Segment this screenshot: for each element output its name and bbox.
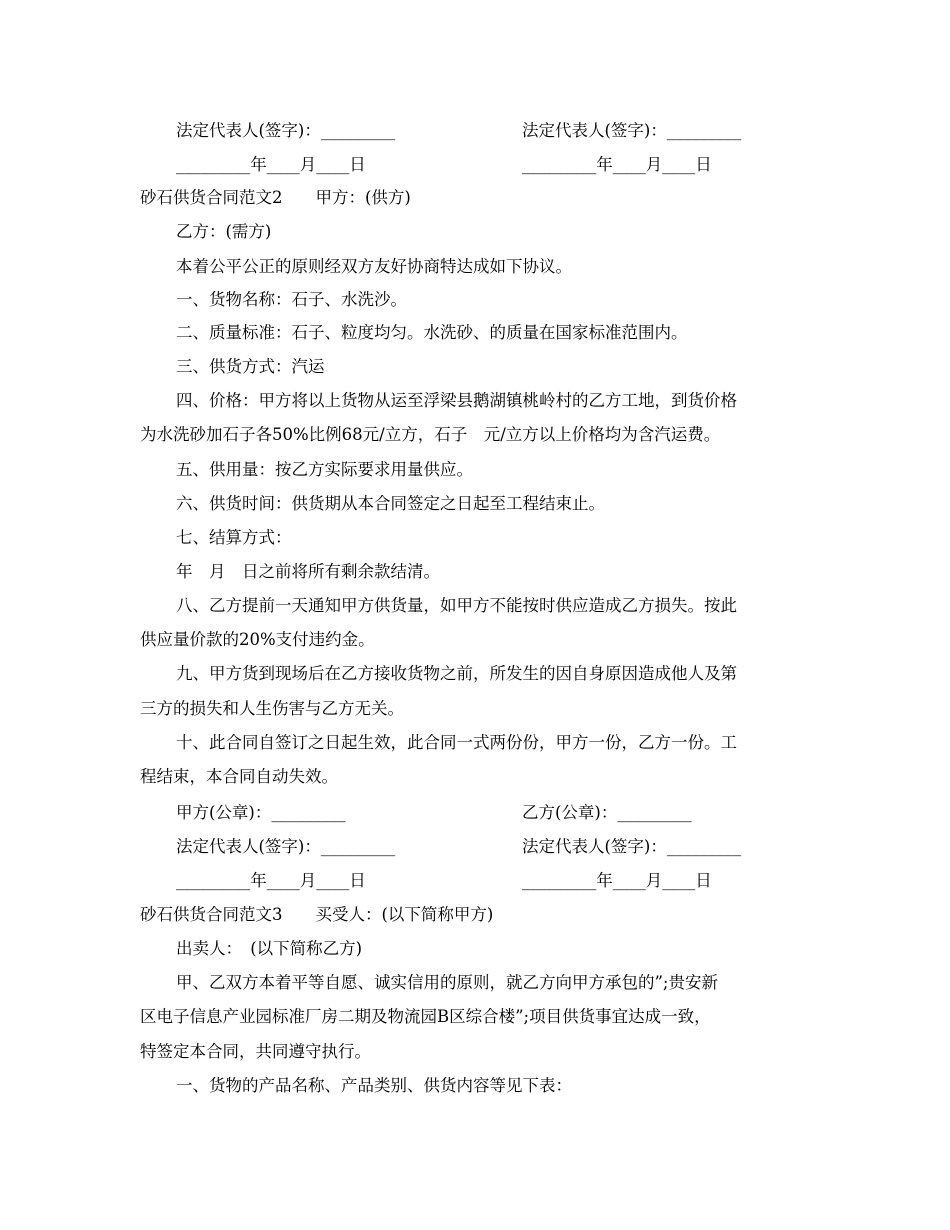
contract-2-clause-8-line-1: 八、乙方提前一天通知甲方供货量，如甲方不能按时供应造成乙方损失。按此 (176, 596, 737, 615)
contract-3-seller: 出卖人： (以下简称乙方) (176, 939, 363, 958)
contract-2-clause-1: 一、货物名称：石子、水洗沙。 (176, 290, 407, 309)
signature-date-right: _________年____月____日 (522, 155, 712, 174)
party-b-seal: 乙方(公章)：_________ (522, 803, 692, 822)
party-a-seal: 甲方(公章)：_________ (176, 803, 346, 822)
contract-2-clause-9-line-2: 三方的损失和人生伤害与乙方无关。 (140, 699, 404, 718)
contract-2-clause-8-line-2: 供应量价款的20%支付违约金。 (140, 630, 375, 649)
signature-date-left: _________年____月____日 (176, 155, 366, 174)
contract-2-clause-6: 六、供货时间：供货期从本合同签定之日起至工程结束止。 (176, 494, 605, 513)
contract-2-party-b: 乙方：(需方) (176, 222, 272, 241)
contract-3-intro-line-3: 特签定本合同，共同遵守执行。 (140, 1042, 371, 1061)
contract-2-clause-5: 五、供用量：按乙方实际要求用量供应。 (176, 460, 473, 479)
contract-2-clause-10-line-2: 程结束，本合同自动失效。 (140, 767, 338, 786)
contract-2-clause-9-line-1: 九、甲方货到现场后在乙方接收货物之前，所发生的因自身原因造成他人及第 (176, 664, 737, 683)
contract-2-clause-7: 七、结算方式： (176, 528, 292, 547)
contract-3-intro-line-2: 区电子信息产业园标准厂房二期及物流园B区综合楼”;项目供货事宜达成一致， (140, 1007, 711, 1026)
contract-2-clause-10-line-1: 十、此合同自签订之日起生效，此合同一式两份份，甲方一份，乙方一份。工 (176, 733, 737, 752)
signature-date-left-2: _________年____月____日 (176, 871, 366, 890)
contract-2-clause-4-line-1: 四、价格：甲方将以上货物从运至浮梁县鹅湖镇桃岭村的乙方工地，到货价格 (176, 391, 737, 410)
signature-date-right-2: _________年____月____日 (522, 871, 712, 890)
legal-rep-signature-right-2: 法定代表人(签字)：_________ (522, 837, 742, 856)
contract-2-title: 砂石供货合同范文2 甲方：(供方) (140, 188, 411, 207)
legal-rep-signature-right: 法定代表人(签字)：_________ (522, 121, 742, 140)
contract-2-clause-3: 三、供货方式：汽运 (176, 357, 325, 376)
contract-3-intro-line-1: 甲、乙双方本着平等自愿、诚实信用的原则，就乙方向甲方承包的”;贵安新 (176, 973, 718, 992)
contract-2-clause-7-detail: 年 月 日之前将所有剩余款结清。 (176, 562, 440, 581)
legal-rep-signature-left-2: 法定代表人(签字)：_________ (176, 837, 396, 856)
contract-3-title: 砂石供货合同范文3 买受人：(以下简称甲方) (140, 905, 494, 924)
contract-2-intro: 本着公平公正的原则经双方友好协商特达成如下协议。 (176, 257, 572, 276)
legal-rep-signature-left: 法定代表人(签字)：_________ (176, 121, 396, 140)
contract-2-clause-2: 二、质量标准：石子、粒度均匀。水洗砂、的质量在国家标准范围内。 (176, 323, 688, 342)
contract-3-clause-1: 一、货物的产品名称、产品类别、供货内容等见下表： (176, 1076, 572, 1095)
contract-2-clause-4-line-2: 为水洗砂加石子各50%比例68元/立方，石子 元/立方以上价格均为含汽运费。 (140, 425, 721, 444)
